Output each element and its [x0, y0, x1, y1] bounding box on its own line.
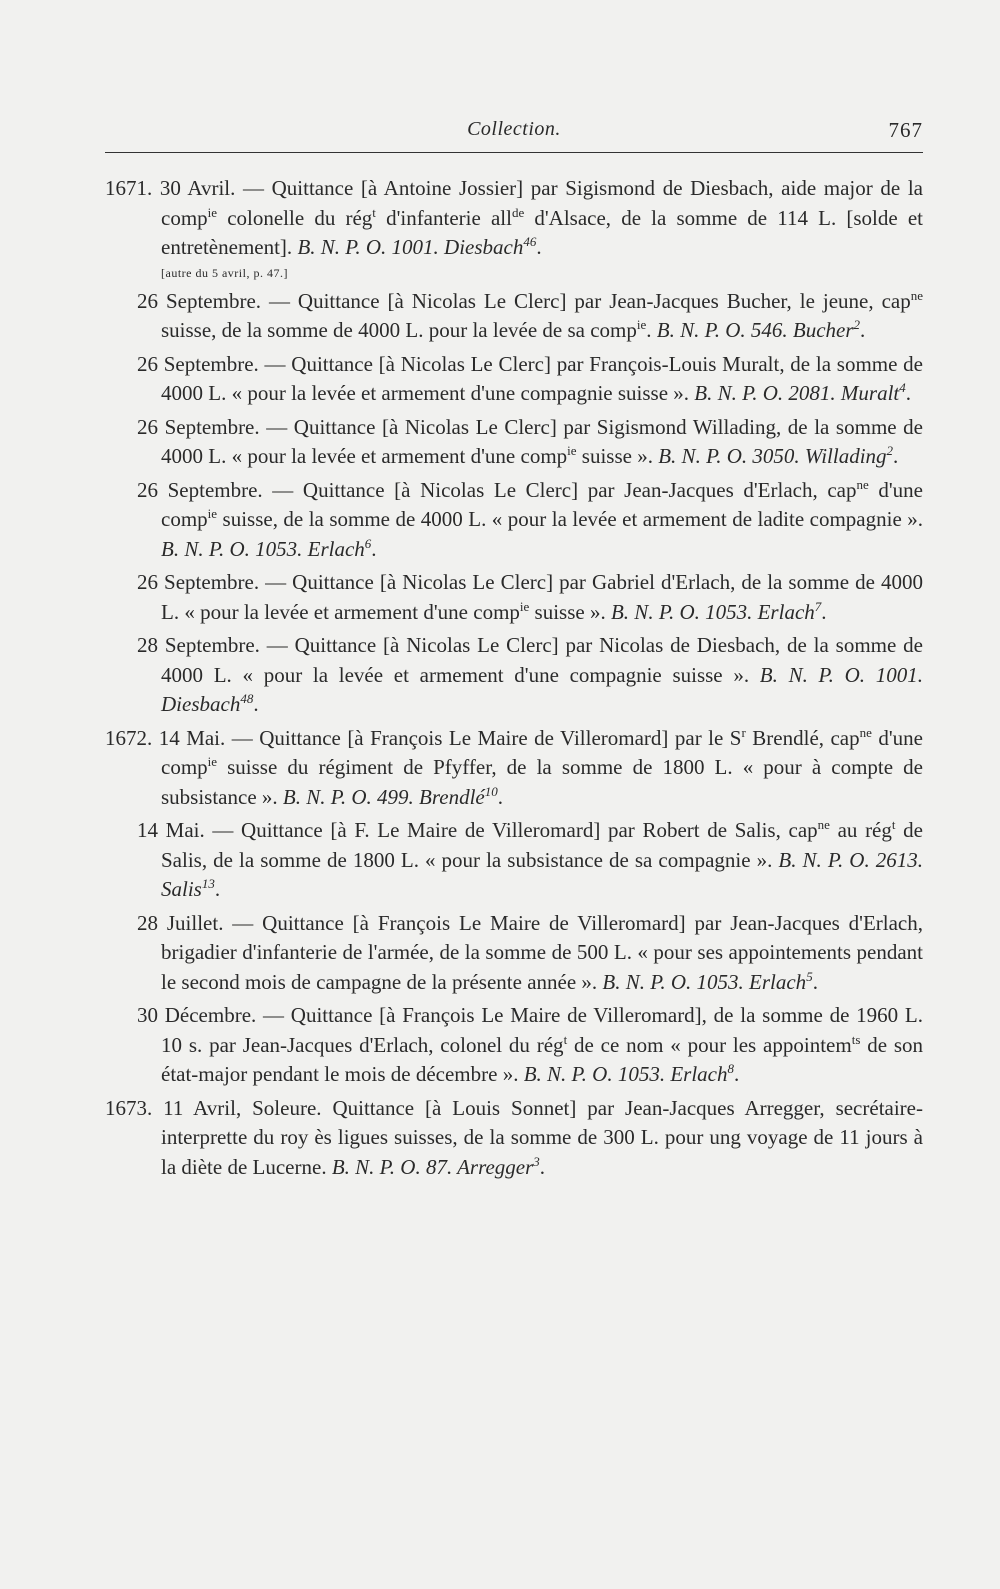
entry	[105, 909, 923, 998]
superscript: ne	[817, 817, 830, 832]
superscript: ts	[851, 1031, 861, 1047]
source-reference: B. N. P. O. 3050. Willading	[658, 444, 887, 468]
entry-text: suisse, de la somme de 4000 L. « pour la levée et armement de ladite compagnie ».	[217, 507, 923, 531]
entry-text: Brendlé, cap	[745, 725, 860, 750]
entry-text: 30 Décembre. — Quittance [à François Le Maire de Villeromard], de la somme de 1960 L. 10 s. par Jean-Jacques d'Erlach, colonel du rég	[137, 1003, 923, 1057]
entry-text: .	[253, 692, 259, 716]
document-body	[105, 174, 923, 1186]
superscript: ie	[207, 754, 218, 769]
entry-text: .	[539, 1154, 546, 1179]
superscript: ne	[910, 287, 923, 303]
entry	[105, 476, 923, 565]
source-reference: B. N. P. O. 1053. Erlach	[610, 599, 815, 624]
entry-text: .	[497, 784, 503, 809]
entry-text: .	[733, 1062, 740, 1086]
source-reference: B. N. P. O. 87. Arregger	[331, 1154, 534, 1179]
superscript: t	[372, 204, 376, 220]
entry-text: d'une comp	[161, 725, 923, 779]
entry-text: .	[821, 599, 827, 624]
entry-text: .	[893, 444, 899, 468]
entry-text: 1672. 14 Mai. — Quittance [à François Le Maire de Villeromard] par le S	[105, 725, 742, 750]
entry-text: 28 Septembre. — Quittance [à Nicolas Le Clerc] par Nicolas de Diesbach, de la somme de 4000 L. « pour la levée et armement d'une compagnie suisse ».	[137, 633, 923, 687]
footnote-number: 48	[240, 691, 254, 706]
footnote-number: 7	[814, 598, 822, 614]
entry-text: 28 Juillet. — Quittance [à François Le Maire de Villeromard] par Jean-Jacques d'Erlach, brigadier d'infanterie de l'armée, de la somme de 500 L. « pour ses appointements pendant le second mois de campagne de la présente année ».	[137, 910, 923, 994]
entry	[105, 631, 923, 720]
header-rule	[105, 152, 923, 153]
footnote-number: 8	[727, 1061, 734, 1076]
entry-text: 1671. 30 Avril. — Quittance [à Antoine Jossier] par Sigismond de Diesbach, aide major de la comp	[105, 176, 923, 230]
entry	[105, 413, 923, 472]
entry	[105, 1094, 923, 1183]
entry-text: 26 Septembre. — Quittance [à Nicolas Le Clerc] par François-Louis Muralt, de la somme de 4000 L. « pour la levée et armement d'une compagnie suisse ».	[137, 351, 923, 405]
entry-note: [autre du 5 avril, p. 47.]	[161, 265, 288, 280]
entry-text: 26 Septembre. — Quittance [à Nicolas Le Clerc] par Jean-Jacques Bucher, le jeune, cap	[137, 288, 911, 313]
footnote-number: 4	[899, 380, 906, 395]
entry-text: 26 Septembre. — Quittance [à Nicolas Le Clerc] par Sigismond Willading, de la somme de 4000 L. « pour la levée et armement d'une comp	[137, 414, 923, 468]
footnote-number: 2	[853, 317, 861, 332]
entry-text: 26 Septembre. — Quittance [à Nicolas Le Clerc] par Jean-Jacques d'Erlach, cap	[137, 477, 857, 502]
source-reference: B. N. P. O. 546. Bucher	[656, 318, 854, 342]
entry	[105, 724, 923, 813]
footnote-number: 2	[886, 443, 894, 458]
source-reference: B. N. P. O. 499. Brendlé	[282, 784, 485, 809]
superscript: ne	[859, 724, 872, 740]
footnote-number: 5	[806, 968, 813, 984]
superscript: ne	[856, 476, 869, 492]
entry-text: de Salis, de la somme de 1800 L. « pour la subsistance de sa compagnie ».	[161, 818, 923, 872]
superscript: r	[741, 724, 746, 740]
footnote-number: 6	[364, 535, 372, 551]
entry	[105, 174, 923, 283]
entry-text: d'Alsace, de la somme de 114 L. [solde et entretènement].	[161, 205, 924, 259]
entry-text: .	[905, 381, 912, 405]
superscript: de	[511, 204, 525, 220]
entry	[105, 350, 923, 409]
entry-text: .	[536, 235, 542, 259]
page-number: 767	[888, 118, 923, 142]
superscript: ie	[519, 598, 530, 614]
running-header	[105, 118, 923, 152]
entry-text: 26 Septembre. — Quittance [à Nicolas Le Clerc] par Gabriel d'Erlach, de la somme de 4000 L. « pour la levée et armement d'une comp	[137, 570, 923, 624]
entry-text: au rég	[829, 818, 892, 842]
entry	[105, 287, 923, 346]
entry-text: d'une comp	[161, 477, 923, 531]
superscript: ie	[567, 443, 577, 458]
footnote-number: 13	[201, 876, 215, 891]
source-reference: B. N. P. O. 1053. Erlach	[161, 536, 365, 561]
source-reference: B. N. P. O. 1001. Diesbach	[297, 235, 524, 259]
entry-text: .	[214, 877, 221, 901]
entry-text: .	[812, 969, 818, 994]
source-reference: B. N. P. O. 2613. Salis	[161, 847, 924, 901]
footnote-number: 3	[533, 1153, 540, 1169]
entry	[105, 568, 923, 627]
entry-text: suisse du régiment de Pfyffer, de la somme de 1800 L. « pour à compte de subsistance ».	[161, 755, 923, 809]
source-reference: B. N. P. O. 1053. Erlach	[602, 969, 807, 994]
superscript: t	[891, 817, 896, 832]
superscript: ie	[207, 506, 218, 521]
entry-text: suisse ».	[576, 444, 659, 468]
entry-text: 14 Mai. — Quittance [à F. Le Maire de Villeromard] par Robert de Salis, cap	[137, 818, 818, 842]
entry-text: suisse ».	[529, 599, 611, 624]
entry-text: .	[371, 536, 377, 561]
footnote-number: 10	[484, 783, 498, 799]
footnote-number: 46	[523, 234, 537, 249]
header-title: Collection.	[467, 118, 561, 140]
superscript: ie	[207, 204, 218, 220]
superscript: t	[563, 1031, 568, 1047]
entry-text: .	[860, 318, 866, 342]
entry-text: 1673. 11 Avril, Soleure. Quittance [à Louis Sonnet] par Jean-Jacques Arregger, secrétaire-interprette du roy ès ligues suisses, de la somme de 300 L. pour ung voyage de 11 jours à la diète de Lucerne.	[105, 1095, 923, 1179]
source-reference: B. N. P. O. 1053. Erlach	[523, 1062, 728, 1086]
entry-text: de ce nom « pour les appointem	[567, 1032, 852, 1057]
entry-text: colonelle du rég	[217, 205, 373, 230]
entry-text: suisse, de la somme de 4000 L. pour la levée de sa comp	[161, 318, 637, 342]
entry-text: de son état-major pendant le mois de décembre ».	[161, 1032, 924, 1086]
entry	[105, 1001, 923, 1090]
superscript: ie	[636, 317, 647, 332]
source-reference: B. N. P. O. 2081. Muralt	[694, 381, 900, 405]
entry-text: .	[646, 318, 657, 342]
entry	[105, 816, 923, 905]
entry-text: d'infanterie all	[375, 205, 512, 230]
source-reference: B. N. P. O. 1001. Diesbach	[161, 662, 923, 716]
